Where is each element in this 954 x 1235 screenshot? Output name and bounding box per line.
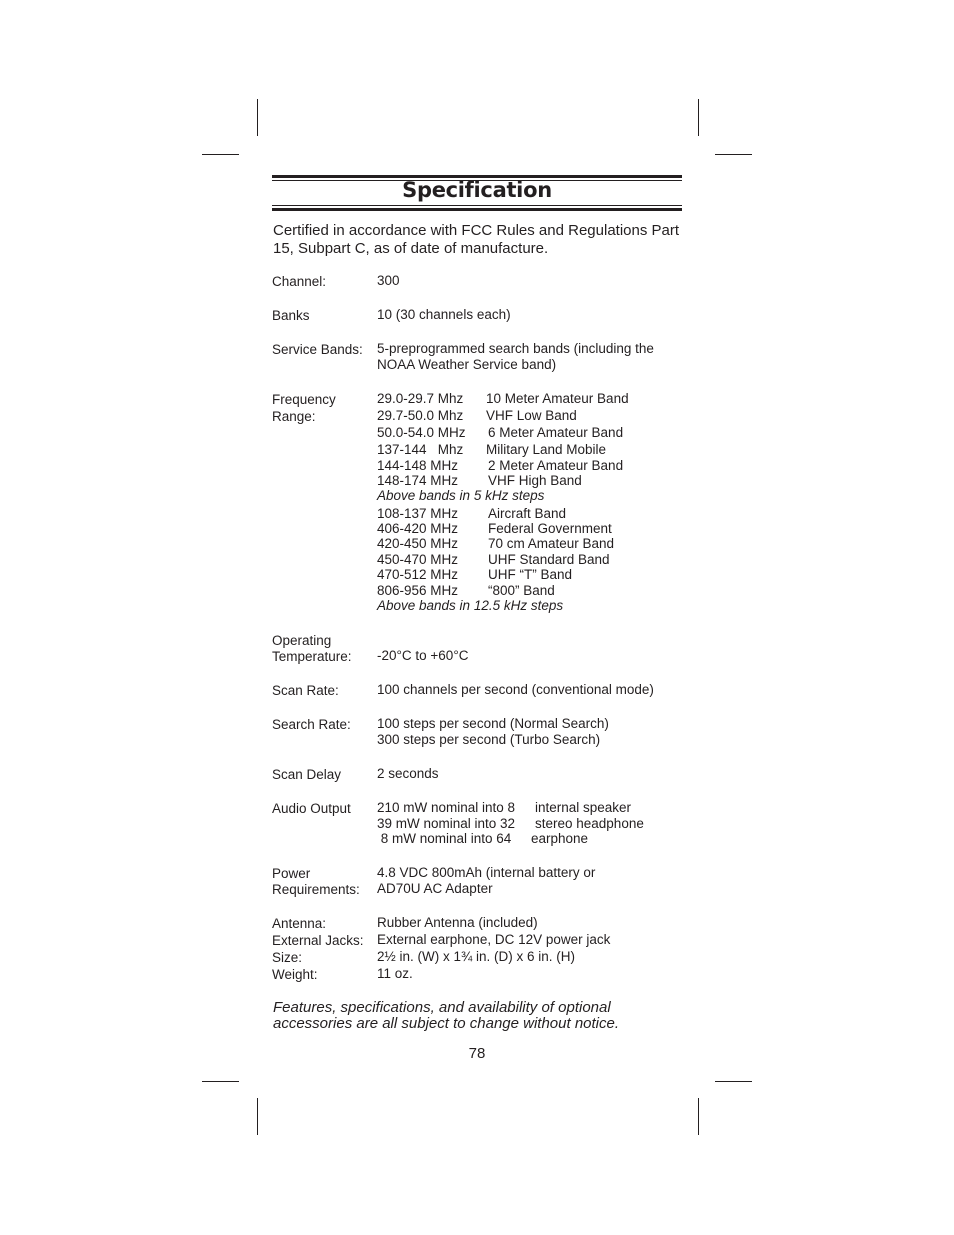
crop-mark-bottom-left-vertical [257, 1098, 258, 1135]
page-number: 78 [468, 1045, 486, 1062]
freq-band: VHF Low Band [486, 408, 577, 423]
page-title: Specification [402, 178, 552, 202]
crop-mark-top-left-horizontal [202, 154, 239, 155]
power-label-line2: Requirements: [272, 882, 360, 897]
freq-range: 108-137 MHz [377, 506, 459, 521]
operating-label-line1: Operating [272, 633, 332, 648]
search-rate-label: Search Rate: [272, 717, 351, 732]
banks-value: 10 (30 channels each) [377, 307, 511, 322]
freq-group2-note: Above bands in 12.5 kHz steps [377, 598, 564, 613]
audio-device: internal speaker [535, 800, 632, 815]
operating-label-line2: Temperature: [272, 649, 352, 664]
freq-band: 70 cm Amateur Band [488, 536, 615, 551]
freq-band: Military Land Mobile [486, 442, 607, 457]
service-bands-value-line2: NOAA Weather Service band) [377, 357, 557, 372]
size-value: 2½ in. (W) x 1¾ in. (D) x 6 in. (H) [377, 949, 576, 964]
footer-note: Features, specifications, and availability of optional accessories are all subject to change without notice. [273, 999, 620, 1032]
crop-mark-top-right-horizontal [715, 154, 752, 155]
power-value-line1: 4.8 VDC 800mAh (internal battery or [377, 865, 596, 880]
title-bottom-rule-thick [272, 208, 682, 211]
freq-band: UHF “T” Band [488, 567, 573, 582]
weight-label: Weight: [272, 967, 318, 982]
search-rate-value-line1: 100 steps per second (Normal Search) [377, 716, 609, 731]
channel-value: 300 [377, 273, 400, 288]
freq-range: 148-174 MHz [377, 473, 459, 488]
external-jacks-value: External earphone, DC 12V power jack [377, 932, 611, 947]
banks-label: Banks [272, 308, 310, 323]
intro-paragraph: Certified in accordance with FCC Rules and Regulations Part 15, Subpart C, as of date of manufacture. [273, 222, 680, 257]
freq-range: 420-450 MHz [377, 536, 459, 551]
antenna-label: Antenna: [272, 916, 327, 931]
scan-delay-label: Scan Delay [272, 767, 342, 782]
external-jacks-label: External Jacks: [272, 933, 364, 948]
power-label-line1: Power [272, 866, 311, 881]
frequency-label-line2: Range: [272, 409, 316, 424]
freq-range: 450-470 MHz [377, 552, 459, 567]
freq-range: 144-148 MHz [377, 458, 459, 473]
audio-device: earphone [531, 831, 589, 846]
freq-band: 10 Meter Amateur Band [486, 391, 629, 406]
freq-range: 50.0-54.0 MHz [377, 425, 466, 440]
freq-range: 137-144 Mhz [377, 442, 464, 457]
crop-mark-bottom-right-horizontal [715, 1081, 752, 1082]
antenna-value: Rubber Antenna (included) [377, 915, 538, 930]
scan-delay-value: 2 seconds [377, 766, 439, 781]
scan-rate-value: 100 channels per second (conventional mode) [377, 682, 654, 697]
operating-value: -20°C to +60°C [377, 648, 469, 663]
crop-mark-top-right-vertical [698, 99, 699, 136]
freq-group1-note: Above bands in 5 kHz steps [377, 488, 545, 503]
freq-range: 806-956 MHz [377, 583, 459, 598]
crop-mark-top-left-vertical [257, 99, 258, 136]
audio-output-label: Audio Output [272, 801, 351, 816]
crop-mark-bottom-right-vertical [698, 1098, 699, 1135]
freq-band: UHF Standard Band [488, 552, 610, 567]
search-rate-value-line2: 300 steps per second (Turbo Search) [377, 732, 601, 747]
freq-band: VHF High Band [488, 473, 582, 488]
weight-value: 11 oz. [377, 966, 413, 981]
freq-range: 29.7-50.0 Mhz [377, 408, 464, 423]
audio-power: 210 mW nominal into 8 [377, 800, 516, 815]
freq-range: 406-420 MHz [377, 521, 459, 536]
freq-range: 29.0-29.7 Mhz [377, 391, 464, 406]
freq-band: Federal Government [488, 521, 612, 536]
channel-label: Channel: [272, 274, 327, 289]
audio-power: 39 mW nominal into 32 [377, 816, 516, 831]
freq-band: “800” Band [488, 583, 555, 598]
crop-mark-bottom-left-horizontal [202, 1081, 239, 1082]
scan-rate-label: Scan Rate: [272, 683, 339, 698]
size-label: Size: [272, 950, 303, 965]
audio-power: 8 mW nominal into 64 [377, 831, 512, 846]
service-bands-label: Service Bands: [272, 342, 363, 357]
power-value-line2: AD70U AC Adapter [377, 881, 493, 896]
title-bottom-rule-thin [272, 205, 682, 206]
frequency-label-line1: Frequency [272, 392, 336, 407]
audio-device: stereo headphone [535, 816, 644, 831]
service-bands-value-line1: 5-preprogrammed search bands (including the [377, 341, 654, 356]
freq-band: Aircraft Band [488, 506, 567, 521]
freq-range: 470-512 MHz [377, 567, 459, 582]
freq-band: 2 Meter Amateur Band [488, 458, 624, 473]
freq-band: 6 Meter Amateur Band [488, 425, 624, 440]
